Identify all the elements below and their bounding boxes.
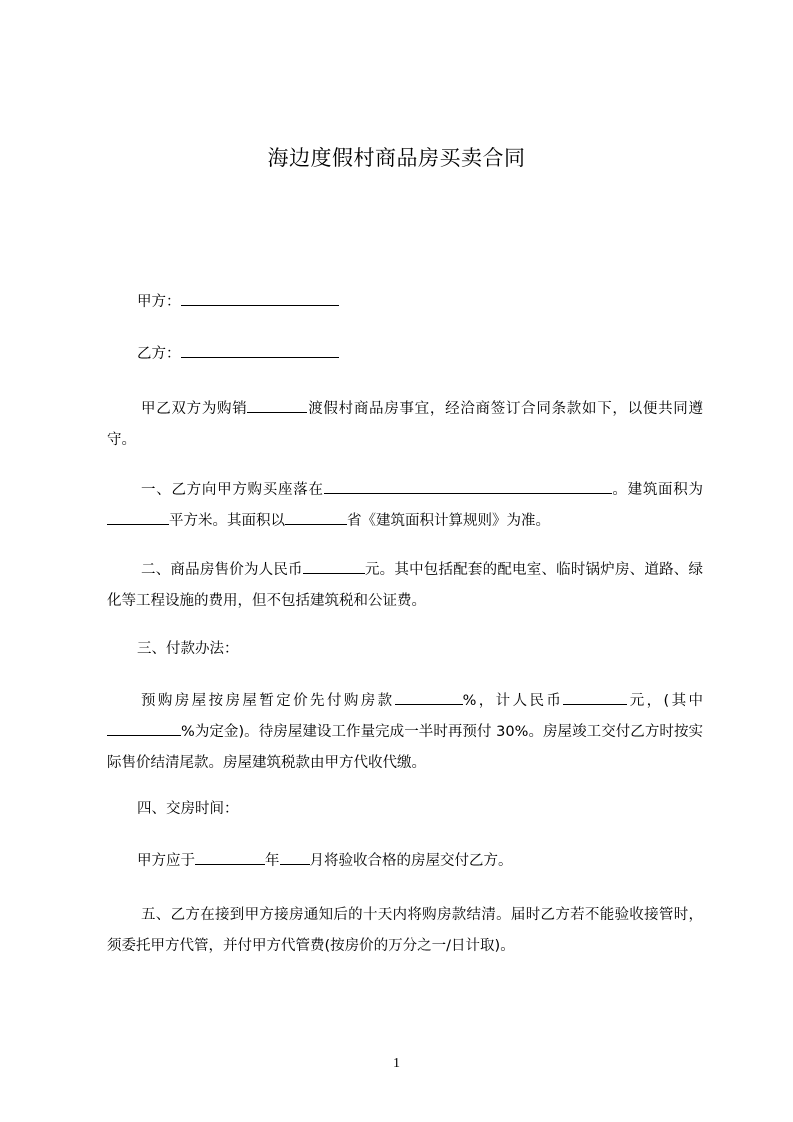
party-a-label: 甲方： bbox=[137, 294, 181, 310]
clause-4-heading: 四、交房时间： bbox=[137, 801, 239, 817]
clause-1 bbox=[107, 475, 703, 537]
clause-2-text-1: 二、商品房售价为人民币 bbox=[141, 562, 303, 578]
document-title: 海边度假村商品房买卖合同 bbox=[267, 146, 526, 170]
delivery-text-3: 月将验收合格的房屋交付乙方。 bbox=[309, 853, 513, 869]
delivery-paragraph bbox=[137, 846, 703, 877]
clause-1-province-blank bbox=[285, 510, 347, 525]
clause-1-location-blank bbox=[324, 479, 612, 494]
clause-3-heading: 三、付款办法： bbox=[137, 641, 239, 657]
clause-2 bbox=[107, 555, 703, 617]
clause-1-text-3: 平方米。其面积以 bbox=[169, 513, 285, 529]
payment-percent-blank bbox=[395, 690, 463, 705]
payment-paragraph bbox=[107, 686, 703, 779]
payment-text-4: %为定金)。待房屋建设工作量完成一半时再预付 30%。房屋竣工交付乙方时按实际售价结清尾款。房屋建筑税款由甲方代收代缴。 bbox=[107, 724, 703, 771]
clause-1-text-1: 一、乙方向甲方购买座落在 bbox=[141, 482, 324, 498]
payment-text-3: 元，(其中 bbox=[627, 693, 703, 709]
party-a-line bbox=[137, 288, 339, 316]
party-a-blank bbox=[181, 291, 339, 306]
party-b-line bbox=[137, 340, 339, 368]
payment-deposit-blank bbox=[107, 721, 181, 736]
payment-amount-blank bbox=[563, 690, 627, 705]
intro-paragraph bbox=[107, 394, 703, 456]
page-number: 1 bbox=[393, 1056, 400, 1071]
payment-text-1: 预购房屋按房屋暂定价先付购房款 bbox=[141, 693, 395, 709]
payment-text-2: %，计人民币 bbox=[462, 693, 564, 709]
delivery-text-1: 甲方应于 bbox=[137, 853, 195, 869]
clause-2-price-blank bbox=[303, 559, 365, 574]
clause-2-text-2: 元。其中包括配套的配电室、临时锅炉房、道路、绿化等工程设施的费用，但不包括建筑税和公证费。 bbox=[107, 562, 703, 609]
delivery-year-blank bbox=[195, 850, 265, 865]
clause-1-text-2: 。建筑面积为 bbox=[611, 482, 704, 498]
clause-5: 五、乙方在接到甲方接房通知后的十天内将购房款结清。届时乙方若不能验收接管时，须委托甲方代管，并付甲方代管费(按房价的万分之一/日计取)。 bbox=[107, 907, 703, 954]
clause-1-area-blank bbox=[107, 510, 169, 525]
intro-text-2: 渡假村商品房事宜，经洽商签订合同条款如下，以便共同遵守。 bbox=[107, 401, 703, 448]
party-b-label: 乙方： bbox=[137, 346, 181, 362]
delivery-month-blank bbox=[280, 850, 310, 865]
party-b-blank bbox=[181, 343, 339, 358]
intro-blank bbox=[247, 398, 307, 413]
delivery-text-2: 年 bbox=[265, 853, 280, 869]
clause-1-text-4: 省《建筑面积计算规则》为准。 bbox=[347, 513, 550, 529]
intro-text-1: 甲乙双方为购销 bbox=[141, 401, 248, 417]
